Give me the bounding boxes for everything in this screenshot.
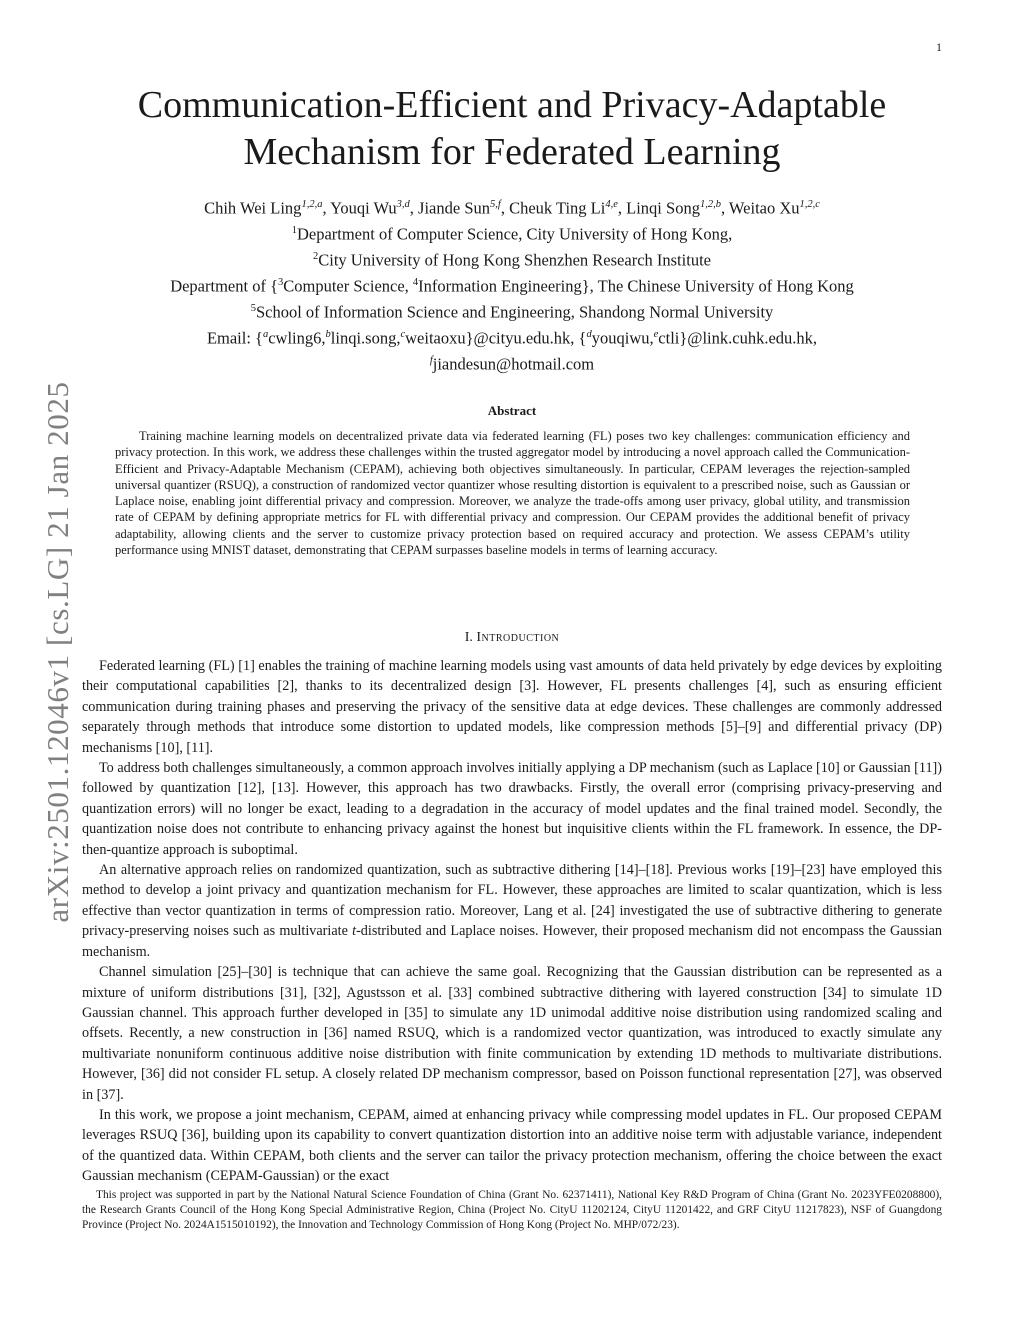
section-number: I.	[464, 630, 477, 645]
author-superscript: 3,d	[396, 199, 410, 210]
section-heading	[0, 630, 1024, 646]
author-name: Cheuk Ting Li	[509, 198, 606, 218]
math-symbol: t	[352, 923, 357, 940]
affiliation-1: $^1$Department of Computer Science, City University of Hong Kong,	[291, 224, 733, 244]
page-number: 1	[936, 40, 942, 54]
paragraph: An alternative approach relies on randomized quantization, such as subtractive dithering [14]–[18]. Previous works [19]–[23] have employed this method to develop a joint privacy and quantization mechanism for FL. However, these approaches are limited to scalar quantization, which is less effective than vector quantization in terms of compression ratio. Moreover, Lang et al. [24] investigated the use of subtractive dithering to generate privacy-preserving noises such as multivariate t-distributed and Laplace noises. However, their proposed mechanism did not encompass the Gaussian mechanism.	[82, 862, 942, 960]
author-superscript: 1,2,a	[301, 199, 323, 210]
author-name: Linqi Song	[626, 198, 700, 218]
author-name: Jiande Sun	[418, 198, 491, 218]
title-line-1: Communication-Efficient and Privacy-Adaptable	[137, 84, 887, 126]
author-block	[0, 194, 1024, 376]
paragraph: To address both challenges simultaneously, a common approach involves initially applying a DP mechanism (such as Laplace [10] or Gaussian [11]) followed by quantization [12], [13]. However, this approach has two drawbacks. Firstly, the overall error (comprising privacy-preserving and quantization errors) will no longer be exact, leading to a degradation in the accuracy of model updates and the final trained model. Secondly, the quantization noise does not contribute to enhancing privacy against the honest but inquisitive clients within the FL framework. In essence, the DP-then-quantize approach is suboptimal.	[82, 760, 942, 858]
email-line-2: $^f$jiandesun@hotmail.com	[429, 354, 595, 374]
paper-title	[0, 82, 1024, 176]
author-name: Weitao Xu	[728, 198, 800, 218]
introduction-body	[82, 656, 942, 1187]
paragraph: Channel simulation [25]–[30] is technique that can achieve the same goal. Recognizing that the Gaussian distribution can be represented as a mixture of uniform distributions [31], [32], Agustsson et al. [33] combined subtractive dithering with layered construction [34] to simulate 1D Gaussian channel. This approach further developed in [35] to simulate any 1D unimodal additive noise distribution using randomized scaling and offsets. Recently, a new construction in [36] named RSUQ, which is a randomized vector quantization, was introduced to exactly simulate any multivariate nonuniform continuous additive noise distribution with finite communication by extending 1D methods to multivariate distributions. However, [36] did not consider FL setup. A closely related DP mechanism compressor, based on Poisson functional representation [27], was observed in [37].	[82, 964, 942, 1103]
author-superscript: 1,2,c	[799, 199, 820, 210]
abstract-text: Training machine learning models on decentralized private data via federated learning (FL) poses two key challenges: communication efficiency and privacy protection. In this work, we address these challenges within the trusted aggregator model by introducing a novel approach called the Communication-Efficient and Privacy-Adaptable Mechanism (CEPAM), achieving both objectives simultaneously. In particular, CEPAM leverages the rejection-sampled universal quantizer (RSUQ), a construction of randomized vector quantizer whose resulting distortion is equivalent to a prescribed noise, such as Gaussian or Laplace noise, enabling joint differential privacy and compression. Moreover, we analyze the trade-offs among user privacy, global utility, and transmission rate of CEPAM by defining appropriate metrics for FL with differential privacy and compression. Our CEPAM provides the additional benefit of privacy adaptability, allowing clients and the server to customize privacy protection based on required accuracy and protection. We assess CEPAM’s utility performance using MNIST dataset, demonstrating that CEPAM surpasses baseline models in terms of learning accuracy.	[115, 429, 910, 558]
author-list: Chih Wei Ling$^{1,2,a}$, Youqi Wu$^{3,d}$, Jiande Sun$^{5,f}$, Cheuk Ting Li$^{4,e}$, Linqi Song$^{1,2,b}$, Weitao Xu$^{1,2,c}$	[204, 198, 820, 218]
author-superscript: 1,2,b	[699, 199, 721, 210]
author-superscript: 4,e	[605, 199, 618, 210]
arxiv-identifier-stamp: arXiv:2501.12046v1 [cs.LG] 21 Jan 2025	[40, 381, 75, 923]
author-superscript: 5,f	[490, 199, 501, 210]
paragraph: Federated learning (FL) [1] enables the training of machine learning models using vast amounts of data held privately by edge devices by exploiting their computational capabilities [2], thanks to its decentralized design [3]. However, FL presents challenges [4], such as ensuring efficient communication during training phases and preserving the privacy of the sensitive data at edge devices. These challenges are commonly addressed separately through methods that introduce some distortion to updated models, like compression methods [5]–[9] and differential privacy (DP) mechanisms [10], [11].	[82, 658, 942, 756]
author-name: Youqi Wu	[330, 198, 397, 218]
funding-footnote: This project was supported in part by the National Natural Science Foundation of China (Grant No. 62371411), National Key R&D Program of China (Grant No. 2023YFE0208800), the Research Grants Council of the Hong Kong Special Administrative Region, China (Project No. CityU 11202124, CityU 11201422, and GRF CityU 11217823), NSF of Guangdong Province (Project No. 2024A1515010192), the Innovation and Technology Commission of Hong Kong (Project No. MHP/072/23).	[82, 1189, 942, 1231]
affiliation-2: $^2$City University of Hong Kong Shenzhen Research Institute	[313, 250, 711, 270]
affiliation-5: $^5$School of Information Science and Engineering, Shandong Normal University	[250, 302, 774, 322]
affiliation-3-4: Department of {$^3$Computer Science, $^4$Information Engineering}, The Chinese University of Hong Kong	[170, 276, 854, 296]
title-line-2: Mechanism for Federated Learning	[243, 131, 781, 173]
paragraph: In this work, we propose a joint mechanism, CEPAM, aimed at enhancing privacy while compressing model updates in FL. Our proposed CEPAM leverages RSUQ [36], building upon its capability to convert quantization distortion into an additive noise term with adjustable variance, independent of the quantized data. Within CEPAM, both clients and the server can tailor the privacy protection mechanism, offering the choice between the exact Gaussian mechanism (CEPAM-Gaussian) or the exact	[82, 1106, 942, 1185]
abstract-heading: Abstract	[487, 403, 537, 418]
email-line: Email: {$^a$cwling6,$^b$linqi.song,$^c$weitaoxu}@cityu.edu.hk, {$^d$youqiwu,$^e$ctli}@link.cuhk.edu.hk,	[206, 328, 818, 348]
author-name: Chih Wei Ling	[204, 198, 302, 218]
section-title: Introduction	[476, 630, 560, 645]
